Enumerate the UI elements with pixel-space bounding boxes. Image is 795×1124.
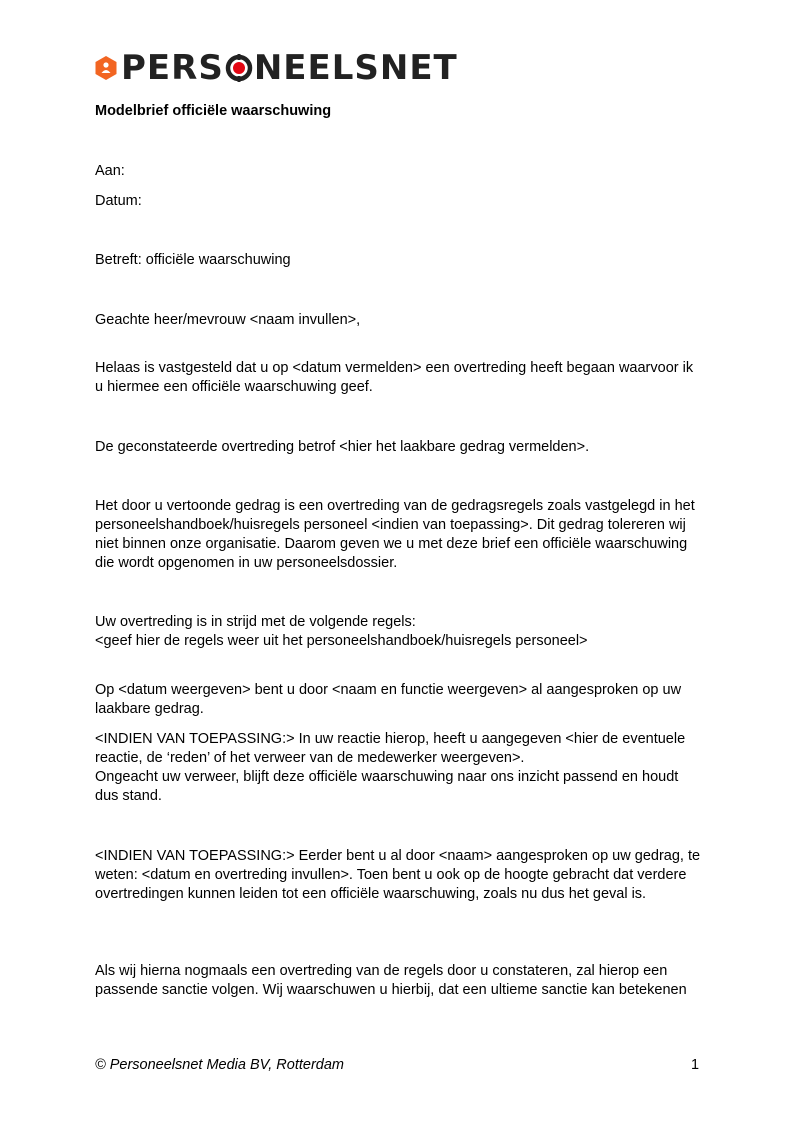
- hexagon-logo-icon: [95, 56, 117, 80]
- salutation: Geachte heer/mevrouw <naam invullen>,: [95, 312, 361, 328]
- paragraph-8: Als wij hierna nogmaals een overtreding van de regels door u constateren, zal hierop een passende sanctie volgen. Wij waarschuwen u hierbij, dat een ultieme sanctie kan betekenen: [95, 963, 687, 998]
- paragraph-1: Helaas is vastgesteld dat u op <datum vermelden> een overtreding heeft begaan waarvoor ik u hiermee een officiële waarschuwing geef.: [95, 360, 694, 395]
- aan-field: Aan:: [95, 163, 125, 179]
- paragraph-7: <INDIEN VAN TOEPASSING:> Eerder bent u al door <naam> aangesproken op uw gedrag, te weten: <datum en overtreding invullen>. Toen bent u ook op de hoogte gebracht dat verdere overtredingen kunnen leiden tot een officiële waarschuwing, zoals nu dus het geval is.: [95, 848, 701, 902]
- betreft-line: Betreft: officiële waarschuwing: [95, 252, 291, 268]
- datum-field: Datum:: [95, 193, 142, 209]
- paragraph-6-line-1: <INDIEN VAN TOEPASSING:> In uw reactie hierop, heeft u aangegeven <hier de eventuele reactie, de ‘reden’ of het verweer van de medewerker weergeven>.: [95, 731, 686, 766]
- paragraph-2: De geconstateerde overtreding betrof <hier het laakbare gedrag vermelden>.: [95, 439, 590, 455]
- logo-text-part2: NEELSNET: [253, 48, 458, 88]
- personeelsnet-logo: [95, 50, 458, 86]
- logo-wordmark: [121, 48, 458, 88]
- logo-text-part1: PERS: [121, 48, 224, 88]
- paragraph-4-line-1: Uw overtreding is in strijd met de volgende regels:: [95, 614, 416, 630]
- document-title: Modelbrief officiële waarschuwing: [95, 103, 332, 119]
- page-number: 1: [691, 1057, 700, 1073]
- target-icon: [225, 54, 253, 82]
- paragraph-3: Het door u vertoonde gedrag is een overtreding van de gedragsregels zoals vastgelegd in het personeelshandboek/huisregels personeel <indien van toepassing>. Dit gedrag tolereren wij niet binnen onze organisatie. Daarom geven we u met deze brief een officiële waarschuwing die wordt opgenomen in uw personeelsdossier.: [95, 498, 695, 571]
- paragraph-6-line-2: Ongeacht uw verweer, blijft deze officiële waarschuwing naar ons inzicht passend en houdt dus stand.: [95, 769, 679, 804]
- footer-copyright: © Personeelsnet Media BV, Rotterdam: [95, 1057, 344, 1073]
- paragraph-5: Op <datum weergeven> bent u door <naam en functie weergeven> al aangesproken op uw laakbare gedrag.: [95, 682, 682, 717]
- paragraph-4-line-2: <geef hier de regels weer uit het personeelshandboek/huisregels personeel>: [95, 633, 588, 649]
